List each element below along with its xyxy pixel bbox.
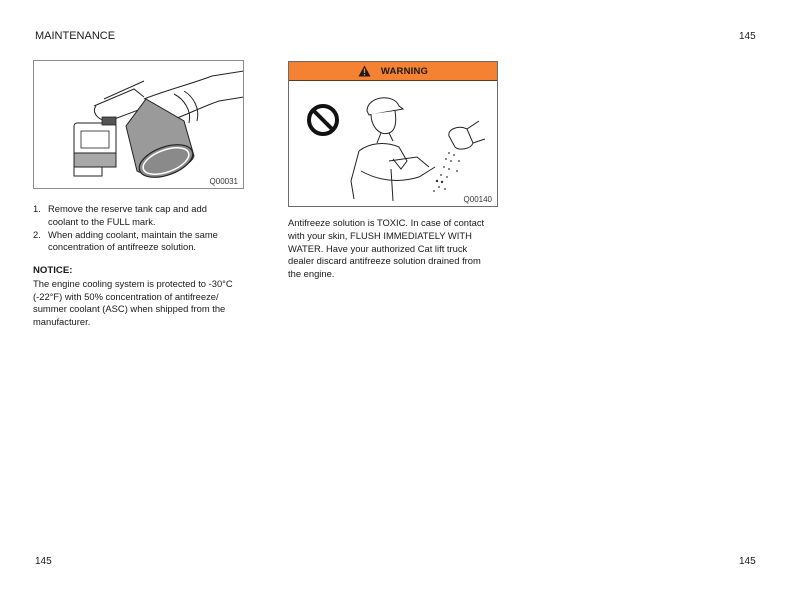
step-number: 1. bbox=[33, 203, 41, 214]
warning-label: WARNING bbox=[380, 65, 429, 77]
step-text-line: When adding coolant, maintain the same bbox=[48, 228, 218, 240]
prohibition-icon bbox=[309, 106, 337, 134]
procedure-steps bbox=[33, 203, 248, 254]
notice-line: (-22°F) with 50% concentration of antifreeze/ bbox=[33, 290, 219, 302]
page-number-bottom-right: 145 bbox=[739, 556, 756, 567]
notice-line: The engine cooling system is protected to -30°C bbox=[33, 277, 233, 289]
warning-text bbox=[288, 217, 503, 281]
notice-block bbox=[33, 265, 248, 329]
step-text-line: concentration of antifreeze solution. bbox=[48, 241, 197, 253]
step-item bbox=[33, 229, 248, 255]
page-number-bottom-left: 145 bbox=[35, 556, 52, 567]
warning-text-line: with your skin, FLUSH IMMEDIATELY WITH bbox=[288, 229, 472, 241]
step-text-line: Remove the reserve tank cap and add bbox=[48, 203, 207, 214]
warning-header bbox=[289, 62, 497, 81]
step-text-line: coolant to the FULL mark. bbox=[48, 215, 156, 227]
figure-code: Q00031 bbox=[209, 177, 238, 186]
warning-illustration bbox=[289, 81, 497, 207]
step-item bbox=[33, 203, 248, 229]
coolant-figure bbox=[33, 60, 244, 189]
notice-title: NOTICE: bbox=[33, 265, 73, 276]
notice-line: manufacturer. bbox=[33, 316, 91, 328]
warning-text-line: Antifreeze solution is TOXIC. In case of contact bbox=[288, 217, 485, 228]
warning-text-line: dealer discard antifreeze solution drained from bbox=[288, 255, 481, 267]
warning-text-line: WATER. Have your authorized Cat lift truck bbox=[288, 242, 468, 254]
section-title: MAINTENANCE bbox=[35, 30, 116, 42]
notice-line: summer coolant (ASC) when shipped from the bbox=[33, 303, 226, 315]
warning-box bbox=[288, 61, 498, 207]
page-number-top: 145 bbox=[739, 31, 756, 42]
warning-text-line: the engine. bbox=[288, 268, 335, 280]
coolant-pour-illustration bbox=[34, 61, 243, 188]
step-number: 2. bbox=[33, 228, 41, 240]
warning-triangle-icon bbox=[358, 65, 371, 77]
warning-figure-code: Q00140 bbox=[463, 195, 492, 204]
